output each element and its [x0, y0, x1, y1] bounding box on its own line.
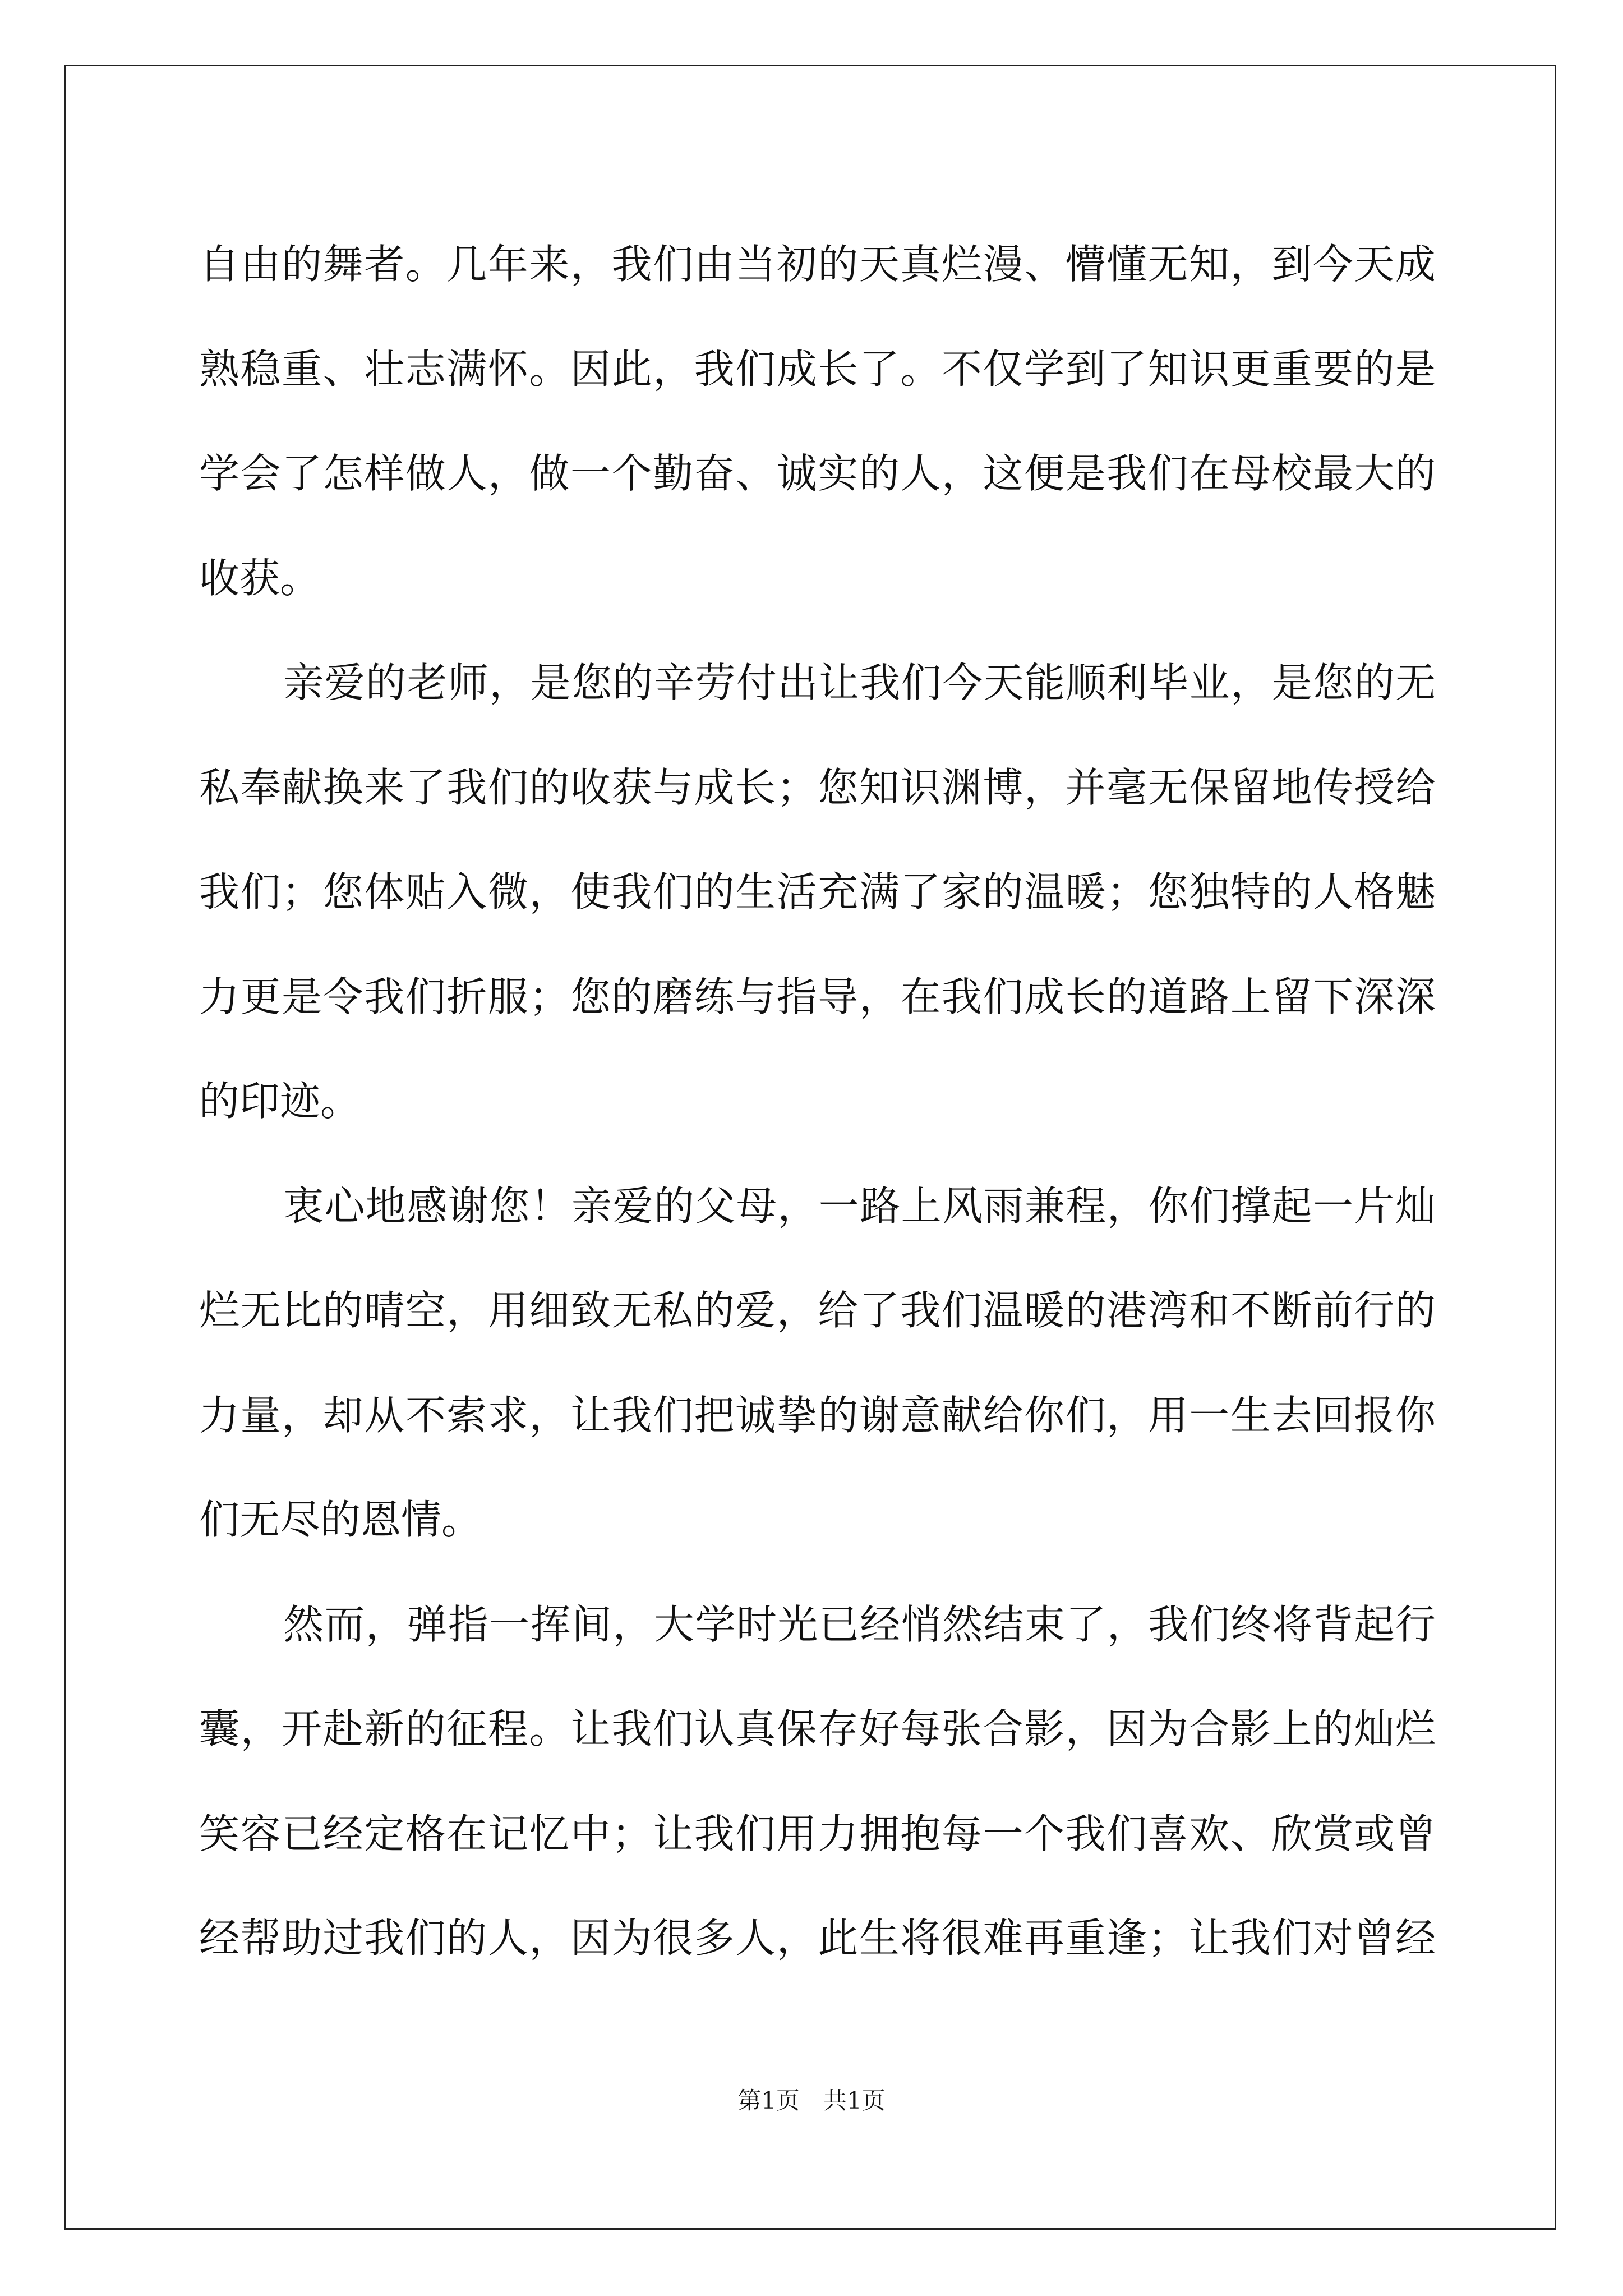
paragraph-line: 们无尽的恩情。 [199, 1496, 482, 1543]
paragraph-line: 学会了怎样做人，做一个勤奋、诚实的人，这便是我们在母校最大的 [199, 450, 1436, 497]
paragraph-line: 烂无比的晴空，用细致无私的爱，给了我们温暖的港湾和不断前行的 [199, 1287, 1436, 1334]
paragraph-line: 私奉献换来了我们的收获与成长；您知识渊博，并毫无保留地传授给 [199, 763, 1436, 811]
paragraph-line: 熟稳重、壮志满怀。因此，我们成长了。不仅学到了知识更重要的是 [199, 345, 1436, 393]
paragraph-first-line: 衷心地感谢您！亲爱的父母，一路上风雨兼程，你们撑起一片灿 [283, 1182, 1436, 1230]
paragraph-line: 自由的舞者。几年来，我们由当初的天真烂漫、懵懂无知，到今天成 [199, 241, 1436, 288]
paragraph-line: 力更是令我们折服；您的磨练与指导，在我们成长的道路上留下深深 [199, 973, 1436, 1020]
paragraph-line: 笑容已经定格在记忆中；让我们用力拥抱每一个我们喜欢、欣赏或曾 [199, 1810, 1436, 1857]
paragraph-line: 力量，却从不索求，让我们把诚挚的谢意献给你们，用一生去回报你 [199, 1391, 1436, 1439]
paragraph-line: 经帮助过我们的人，因为很多人，此生将很难再重逢；让我们对曾经 [199, 1915, 1436, 1962]
paragraph-first-line: 亲爱的老师，是您的辛劳付出让我们今天能顺利毕业，是您的无 [283, 659, 1436, 706]
document-body [199, 212, 1436, 1991]
paragraph-line: 收获。 [199, 554, 321, 602]
page-footer: 第1页 共1页 [737, 2087, 886, 2114]
paragraph-line: 囊，开赴新的征程。让我们认真保存好每张合影，因为合影上的灿烂 [199, 1705, 1436, 1752]
paragraph-line: 我们；您体贴入微，使我们的生活充满了家的温暖；您独特的人格魅 [199, 868, 1436, 915]
paragraph-line: 的印迹。 [199, 1078, 361, 1125]
paragraph-first-line: 然而，弹指一挥间，大学时光已经悄然结束了，我们终将背起行 [283, 1600, 1436, 1648]
